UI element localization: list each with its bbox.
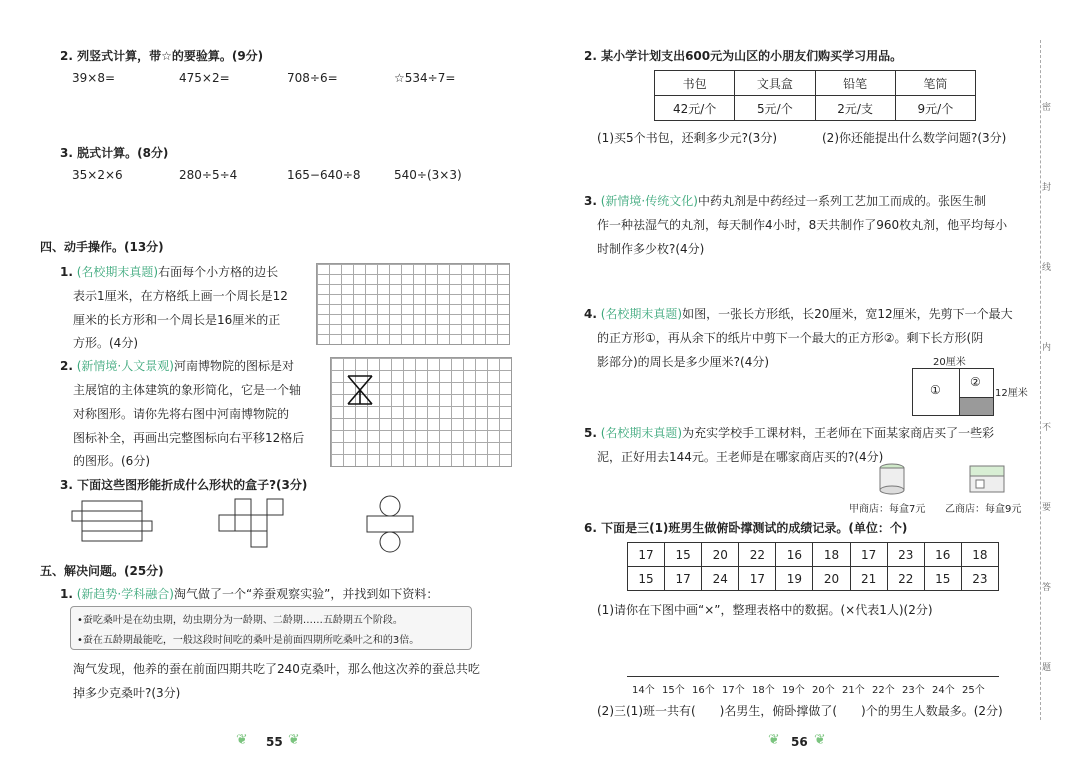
question-tag: (新趋势·学科融合) [76,587,174,601]
table-cell: 18 [961,543,998,567]
question-text: 中药丸剂是中药经过一系列工艺加工而成的。张医生制 [697,194,986,208]
table-cell: 17 [665,567,702,591]
question-tag: (名校期末真题) [76,265,159,279]
divider [960,397,993,398]
axis-label: 25个 [962,685,985,696]
shop-b-label: 乙商店：每盒9元 [945,504,1022,515]
table-header: 书包 [655,71,735,96]
question-text: 淘气做了一个“养蚕观察实验”，并找到如下资料： [173,587,439,601]
table-cell: 16 [776,543,813,567]
table-cell: 19 [776,567,813,591]
table-cell: 17 [628,543,665,567]
table-cell: 9元/个 [895,96,975,121]
figure-length-label: 20厘米 [933,357,966,368]
table-cell: 17 [739,567,776,591]
question-text: 右面每个小方格的边长 [158,265,279,279]
table-cell: 17 [850,543,887,567]
question-text: 时制作多少枚?(4分) [597,242,705,256]
table-cell: 16 [924,543,961,567]
q3-title: 3. 脱式计算。(8分) [60,146,169,160]
question-tag: (名校期末真题) [600,426,683,440]
tally-axis-line [627,676,999,677]
axis-label: 14个 [632,685,655,696]
leaf-icon: ❦ [768,732,780,748]
square-1-label: ① [930,383,941,397]
museum-icon-half [340,370,380,410]
question-text: 淘气发现，他养的蚕在前面四期共吃了240克桑叶，那么他这次养的蚕总共吃 [73,662,480,676]
question-text: 的正方形①，再从余下的纸片中剪下一个最大的正方形②。剩下长方形(阴 [597,331,984,345]
seal-char: 线 [1042,263,1052,273]
seal-char: 内 [1042,343,1052,353]
question-text: 的图形。(6分) [73,454,150,468]
shop-a-label: 甲商店：每盒7元 [849,504,926,515]
rectangle-paper-figure [912,368,994,416]
question-number: 1. [60,587,73,601]
question-text: 为充实学校手工课材料，王老师在下面某家商店买了一些彩 [682,426,995,440]
seal-char: 答 [1042,583,1052,593]
axis-label: 24个 [932,685,955,696]
s5-q1-line1 [60,585,438,602]
r-q6-sub2: (2)三(1)班一共有( )名男生，俯卧撑做了( )个的男生人数最多。(2分) [597,704,1003,718]
question-text: 方形。(4分) [73,336,138,350]
table-header: 笔筒 [895,71,975,96]
calc-item: 280÷5÷4 [179,168,238,182]
s4-q3-text: 3. 下面这些图形能折成什么形状的盒子?(3分) [60,478,308,492]
calc-item: 35×2×6 [72,168,123,182]
seal-line [1040,40,1041,720]
question-tag: (新情境·人文景观) [76,359,174,373]
question-text: 表示1厘米，在方格纸上画一个周长是12 [73,289,288,303]
question-number: 1. [60,265,73,279]
question-text: 厘米的长方形和一个周长是16厘米的正 [73,313,281,327]
axis-label: 15个 [662,685,685,696]
table-cell: 2元/支 [815,96,895,121]
question-text: 泥，正好用去144元。王老师是在哪家商店买的?(4分) [597,450,884,464]
pushup-record-table [627,542,999,591]
square-2-label: ② [970,375,981,389]
note-line: •蚕在五龄期最能吃，一般这段时间吃的桑叶是前面四期所吃桑叶之和的3倍。 [77,635,420,646]
question-text: 影部分)的周长是多少厘米?(4分) [597,355,770,369]
supplies-price-table [654,70,976,121]
axis-label: 16个 [692,685,715,696]
table-cell: 23 [887,543,924,567]
table-cell: 5元/个 [735,96,815,121]
question-tag: (名校期末真题) [600,307,683,321]
cylinder-net [362,495,422,553]
page-number: 56 [791,735,808,749]
page-number: 55 [266,735,283,749]
table-cell: 22 [887,567,924,591]
axis-label: 22个 [872,685,895,696]
s4-q1-line1 [60,263,278,280]
s4-q2-line1 [60,357,294,374]
question-number: 4. [584,307,597,321]
leaf-icon: ❦ [814,732,826,748]
box-net-2 [215,495,295,550]
table-cell: 42元/个 [655,96,735,121]
table-cell: 18 [813,543,850,567]
table-cell: 22 [739,543,776,567]
table-cell: 24 [702,567,739,591]
calc-item: 39×8= [72,71,116,85]
axis-label: 23个 [902,685,925,696]
table-cell: 23 [961,567,998,591]
axis-label: 17个 [722,685,745,696]
table-header: 文具盒 [735,71,815,96]
question-text: 对称图形。请你先将右图中河南博物院的 [73,407,290,421]
axis-label: 21个 [842,685,865,696]
calc-item: 540÷(3×3) [394,168,462,182]
r-q6-sub1: (1)请你在下图中画“×”，整理表格中的数据。(×代表1人)(2分) [597,603,933,617]
question-text: 掉多少克桑叶?(3分) [73,686,181,700]
leaf-icon: ❦ [236,732,248,748]
clay-box-icon [966,462,1008,496]
q2-title: 2. 列竖式计算，带☆的要验算。(9分) [60,49,264,63]
table-cell: 20 [702,543,739,567]
question-number: 3. [584,194,597,208]
silkworm-note-box [70,606,472,650]
calc-item: 165−640÷8 [287,168,361,182]
table-cell: 15 [628,567,665,591]
table-cell: 21 [850,567,887,591]
leaf-icon: ❦ [288,732,300,748]
table-cell: 15 [924,567,961,591]
section5-title: 五、解决问题。(25分) [40,564,164,578]
question-text: 如图，一张长方形纸，长20厘米，宽12厘米，先剪下一个最大 [682,307,1013,321]
question-text: 图标补全，再画出完整图标向右平移12格后 [73,431,305,445]
axis-label: 18个 [752,685,775,696]
box-net-1 [70,497,160,547]
r-q2-sub1: (1)买5个书包，还剩多少元?(3分) [597,131,778,145]
note-line: •蚕吃桑叶是在幼虫期，幼虫期分为一龄期、二龄期……五龄期五个阶段。 [77,615,403,626]
r-q5-line1 [584,424,994,441]
clay-jar-icon [877,462,907,496]
table-header: 铅笔 [815,71,895,96]
axis-label: 19个 [782,685,805,696]
r-q3-line1 [584,192,986,209]
r-q6-title: 6. 下面是三(1)班男生做俯卧撑测试的成绩记录。(单位：个) [584,521,908,535]
section4-title: 四、动手操作。(13分) [40,240,164,254]
axis-label: 20个 [812,685,835,696]
calc-item: ☆534÷7= [394,71,456,85]
seal-char: 要 [1042,503,1052,513]
shaded-remainder [960,397,993,415]
table-cell: 15 [665,543,702,567]
seal-char: 题 [1042,663,1052,673]
calc-item: 708÷6= [287,71,338,85]
question-number: 2. [60,359,73,373]
question-text: 河南博物院的图标是对 [173,359,294,373]
seal-char: 不 [1042,423,1052,433]
question-text: 主展馆的主体建筑的象形简化，它是一个轴 [73,383,302,397]
question-text: 作一种祛湿气的丸剂，每天制作4小时，8天共制作了960枚丸剂，他平均每小 [597,218,1008,232]
figure-width-label: 12厘米 [995,388,1028,399]
r-q4-line1 [584,305,1013,322]
r-q2-sub2: (2)你还能提出什么数学问题?(3分) [822,131,1007,145]
seal-char: 封 [1042,183,1052,193]
graph-paper-grid [316,263,510,345]
seal-char: 密 [1042,103,1052,113]
question-number: 5. [584,426,597,440]
calc-item: 475×2= [179,71,230,85]
table-cell: 20 [813,567,850,591]
r-q2-title: 2. 某小学计划支出600元为山区的小朋友们购买学习用品。 [584,49,903,63]
question-tag: (新情境·传统文化) [600,194,698,208]
